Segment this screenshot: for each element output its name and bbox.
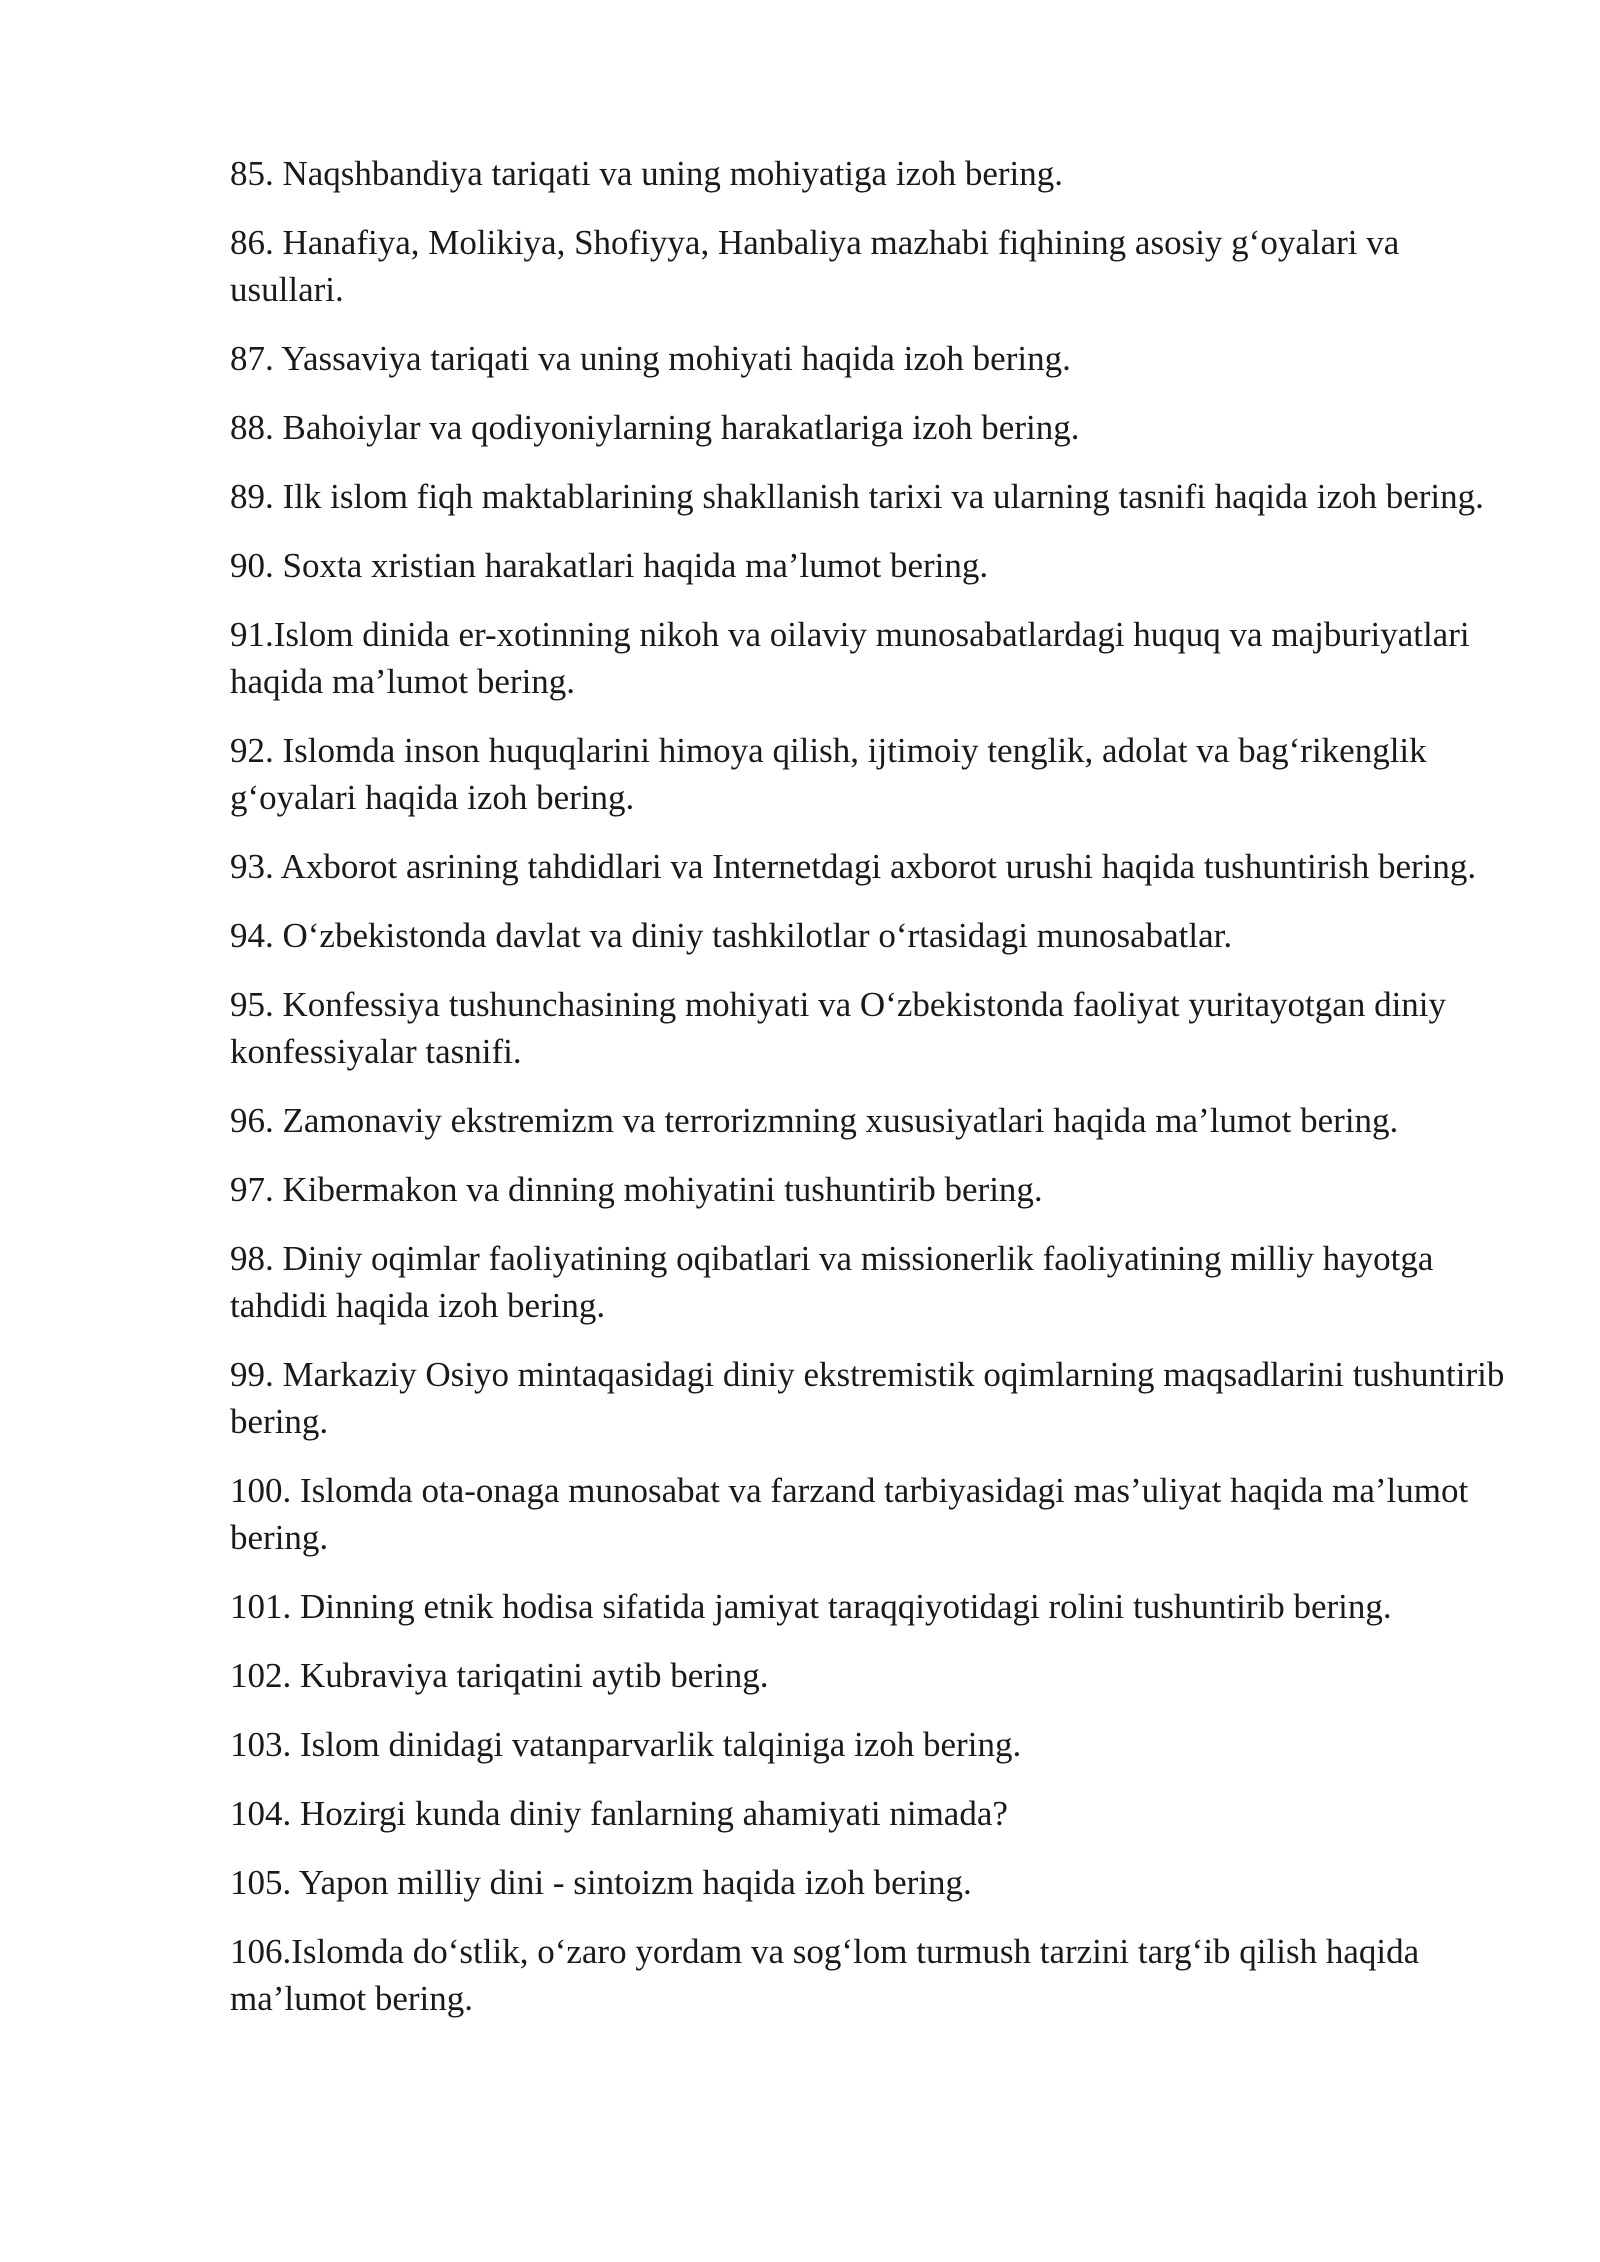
question-item: 103. Islom dinidagi vatanparvarlik talqiniga izoh bering. [230,1725,1022,1764]
question-item: 87. Yassaviya tariqati va uning mohiyati haqida izoh bering. [230,339,1071,378]
question-item: 89. Ilk islom fiqh maktablarining shakllanish tarixi va ularning tasnifi haqida izoh bering. [230,477,1484,516]
question-item: 104. Hozirgi kunda diniy fanlarning ahamiyati nimada? [230,1794,1008,1833]
question-item: 93. Axborot asrining tahdidlari va Internetdagi axborot urushi haqida tushuntirish bering. [230,847,1477,886]
question-item: 88. Bahoiylar va qodiyoniylarning harakatlariga izoh bering. [230,408,1080,447]
question-item: 90. Soxta xristian harakatlari haqida ma’lumot bering. [230,546,989,585]
question-item: 106.Islomda do‘stlik, o‘zaro yordam va sog‘lom turmush tarzini targ‘ib qilish haqida ma’lumot bering. [230,1932,1420,2018]
question-item: 92. Islomda inson huquqlarini himoya qilish, ijtimoiy tenglik, adolat va bag‘rikenglik g‘oyalari haqida izoh bering. [230,731,1427,817]
question-item: 101. Dinning etnik hodisa sifatida jamiyat taraqqiyotidagi rolini tushuntirib bering. [230,1587,1392,1626]
question-item: 99. Markaziy Osiyo mintaqasidagi diniy ekstremistik oqimlarning maqsadlarini tushuntirib bering. [230,1355,1505,1441]
question-item: 85. Naqshbandiya tariqati va uning mohiyatiga izoh bering. [230,154,1063,193]
question-item: 94. O‘zbekistonda davlat va diniy tashkilotlar o‘rtasidagi munosabatlar. [230,916,1233,955]
question-item: 102. Kubraviya tariqatini aytib bering. [230,1656,769,1695]
question-list [230,150,1510,2044]
question-item: 95. Konfessiya tushunchasining mohiyati va O‘zbekistonda faoliyat yuritayotgan diniy konfessiyalar tasnifi. [230,985,1447,1071]
question-item: 105. Yapon milliy dini - sintoizm haqida izoh bering. [230,1863,972,1902]
question-item: 86. Hanafiya, Molikiya, Shofiyya, Hanbaliya mazhabi fiqhining asosiy g‘oyalari va usullari. [230,223,1400,309]
question-item: 97. Kibermakon va dinning mohiyatini tushuntirib bering. [230,1170,1043,1209]
question-item: 98. Diniy oqimlar faoliyatining oqibatlari va missionerlik faoliyatining milliy hayotga tahdidi haqida izoh bering. [230,1239,1434,1325]
question-item: 91.Islom dinida er-xotinning nikoh va oilaviy munosabatlardagi huquq va majburiyatlari haqida ma’lumot bering. [230,615,1470,701]
question-item: 96. Zamonaviy ekstremizm va terrorizmning xususiyatlari haqida ma’lumot bering. [230,1101,1399,1140]
question-item: 100. Islomda ota-onaga munosabat va farzand tarbiyasidagi mas’uliyat haqida ma’lumot bering. [230,1471,1469,1557]
